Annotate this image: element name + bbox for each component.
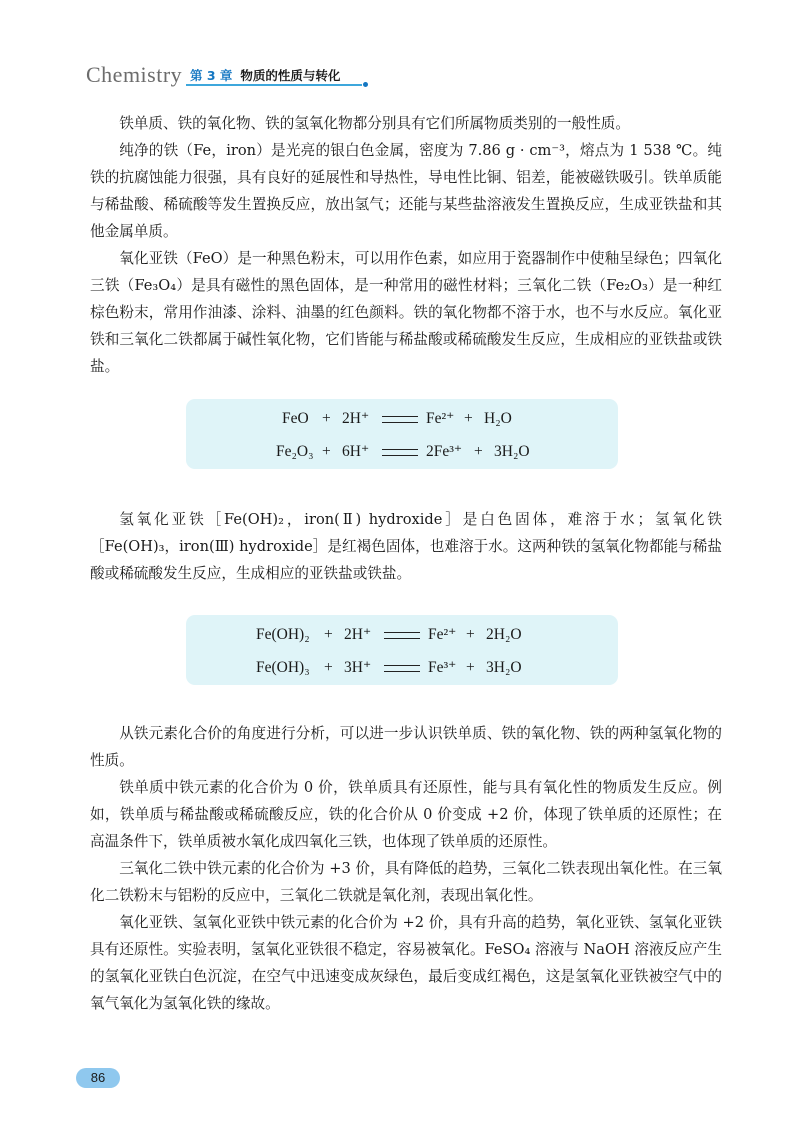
page-number: 86: [76, 1068, 120, 1088]
eq-reactant-2: 3H⁺: [344, 659, 372, 676]
paragraph-iron: 纯净的铁（Fe，iron）是光亮的银白色金属，密度为 7.86 g · cm⁻³，熔点为 1 538 ℃。纯铁的抗腐蚀能力很强，具有良好的延展性和导热性，导电性比铜、铝差，能被磁铁吸引。铁单质能与稀盐酸、稀硫酸等发生置换反应，放出氢气；还能与某些盐溶液发生置换反应，生成亚铁盐和其他金属单质。: [90, 142, 722, 240]
eq-product-1: Fe²⁺: [426, 410, 455, 427]
eq-product-1: 2Fe³⁺: [426, 443, 463, 460]
text-block-3: [90, 720, 722, 1017]
eq-product-1: Fe²⁺: [428, 626, 457, 643]
chapter-number: 第 3 章: [190, 68, 233, 83]
paragraph-valence-iron: 铁单质中铁元素的化合价为 0 价，铁单质具有还原性，能与具有氧化性的物质发生反应。例如，铁单质与稀盐酸或稀硫酸反应，铁的化合价从 0 价变成 +2 价，体现了铁单质的还原性；在高温条件下，铁单质被水氧化成四氧化三铁，也体现了铁单质的还原性。: [90, 779, 722, 850]
equation-row: [186, 441, 618, 463]
header-dot: [363, 82, 368, 87]
text-block-1: [90, 110, 722, 380]
eq-reactant-1: FeO: [282, 410, 309, 427]
equals-sign: [384, 665, 420, 672]
eq-plus: +: [464, 410, 473, 427]
equation-row: [186, 624, 618, 646]
equation-box-hydroxides: [186, 615, 618, 685]
eq-reactant-2: 2H⁺: [342, 410, 370, 427]
eq-plus: +: [466, 626, 475, 643]
eq-product-2: 2H₂O: [486, 626, 522, 643]
eq-plus: +: [474, 443, 483, 460]
eq-plus: +: [322, 443, 331, 460]
eq-product-2: 3H₂O: [494, 443, 530, 460]
page-header: [86, 62, 386, 86]
chapter-title: 物质的性质与转化: [240, 68, 341, 83]
chapter-label: [190, 66, 340, 84]
book-brand: Chemistry: [86, 62, 183, 87]
equation-row: [186, 657, 618, 679]
equation-box-oxides: [186, 399, 618, 469]
eq-reactant-1: Fe(OH)₂: [256, 626, 310, 643]
equals-sign: [382, 416, 418, 423]
equals-sign: [384, 632, 420, 639]
eq-plus: +: [322, 410, 331, 427]
paragraph-valence-fe2: 氧化亚铁、氢氧化亚铁中铁元素的化合价为 +2 价，具有升高的趋势，氧化亚铁、氢氧化亚铁具有还原性。实验表明，氢氧化亚铁很不稳定，容易被氧化。FeSO₄ 溶液与 NaOH 溶液反应产生的氢氧化亚铁白色沉淀，在空气中迅速变成灰绿色，最后变成红褐色，这是氢氧化亚铁被空气中的氧气氧化为氢氧化铁的缘故。: [90, 914, 722, 1012]
header-underline: [186, 84, 362, 86]
paragraph-valence-fe2o3: 三氧化二铁中铁元素的化合价为 +3 价，具有降低的趋势，三氧化二铁表现出氧化性。在三氧化二铁粉末与铝粉的反应中，三氧化二铁就是氧化剂，表现出氧化性。: [90, 860, 722, 904]
equals-sign: [382, 449, 418, 456]
text-block-2: [90, 506, 722, 587]
eq-reactant-1: Fe₂O₃: [276, 443, 314, 460]
paragraph-intro: 铁单质、铁的氧化物、铁的氢氧化物都分别具有它们所属物质类别的一般性质。: [119, 115, 630, 132]
paragraph-oxides: 氧化亚铁（FeO）是一种黑色粉末，可以用作色素，如应用于瓷器制作中使釉呈绿色；四氧化三铁（Fe₃O₄）是具有磁性的黑色固体，是一种常用的磁性材料；三氧化二铁（Fe₂O₃）是一种红棕色粉末，常用作油漆、涂料、油墨的红色颜料。铁的氧化物都不溶于水，也不与水反应。氧化亚铁和三氧化二铁都属于碱性氧化物，它们皆能与稀盐酸或稀硫酸发生反应，生成相应的亚铁盐或铁盐。: [90, 250, 722, 375]
eq-plus: +: [324, 626, 333, 643]
eq-product-2: 3H₂O: [486, 659, 522, 676]
eq-plus: +: [324, 659, 333, 676]
eq-reactant-1: Fe(OH)₃: [256, 659, 310, 676]
eq-plus: +: [466, 659, 475, 676]
paragraph-hydroxides: 氢氧化亚铁［Fe(OH)₂，iron(Ⅱ) hydroxide］是白色固体，难溶于水；氢氧化铁［Fe(OH)₃，iron(Ⅲ) hydroxide］是红褐色固体，也难溶于水。这两种铁的氢氧化物都能与稀盐酸或稀硫酸发生反应，生成相应的亚铁盐或铁盐。: [90, 511, 722, 582]
paragraph-valence-intro: 从铁元素化合价的角度进行分析，可以进一步认识铁单质、铁的氧化物、铁的两种氢氧化物的性质。: [90, 725, 722, 769]
eq-reactant-2: 6H⁺: [342, 443, 370, 460]
eq-product-1: Fe³⁺: [428, 659, 457, 676]
eq-product-2: H₂O: [484, 410, 512, 427]
eq-reactant-2: 2H⁺: [344, 626, 372, 643]
equation-row: [186, 408, 618, 430]
